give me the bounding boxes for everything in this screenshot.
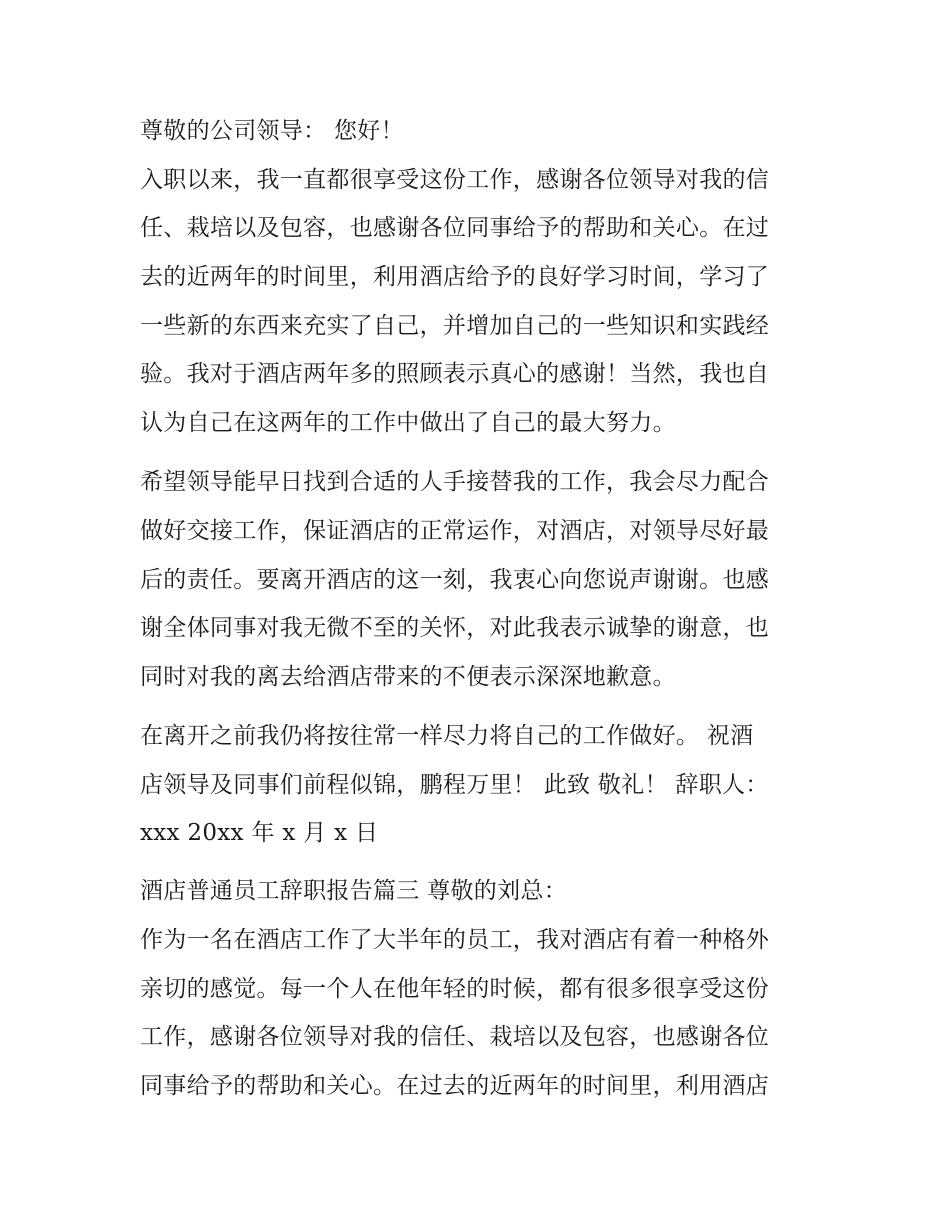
text-line: 工作，感谢各位领导对我的信任、栽培以及包容，也感谢各位 <box>140 1024 770 1050</box>
text-line: xxx 20xx 年 x 月 x 日 <box>140 820 379 846</box>
text-line: 在离开之前我仍将按往常一样尽力将自己的工作做好。 祝酒 <box>140 723 754 749</box>
text-line: 作为一名在酒店工作了大半年的员工，我对酒店有着一种格外 <box>140 927 770 953</box>
text-line: 后的责任。要离开酒店的这一刻，我衷心向您说声谢谢。也感 <box>140 567 770 593</box>
text-line: 做好交接工作，保证酒店的正常运作，对酒店，对领导尽好最 <box>140 518 770 544</box>
text-line: 酒店普通员工辞职报告篇三 尊敬的刘总： <box>140 878 568 904</box>
text-line: 谢全体同事对我无微不至的关怀，对此我表示诚挚的谢意，也 <box>140 615 770 641</box>
text-line: 去的近两年的时间里，利用酒店给予的良好学习时间，学习了 <box>140 264 770 290</box>
text-line: 任、栽培以及包容，也感谢各位同事给予的帮助和关心。在过 <box>140 215 770 241</box>
text-line: 尊敬的公司领导： 您好！ <box>140 118 404 144</box>
text-line: 同时对我的离去给酒店带来的不便表示深深地歉意。 <box>140 664 676 690</box>
text-line: 店领导及同事们前程似锦，鹏程万里！ 此致 敬礼！ 辞职人： <box>140 772 769 798</box>
text-line: 一些新的东西来充实了自己，并增加自己的一些知识和实践经 <box>140 313 770 339</box>
text-line: 入职以来，我一直都很享受这份工作，感谢各位领导对我的信 <box>140 167 770 193</box>
text-line: 亲切的感觉。每一个人在他年轻的时候，都有很多很享受这份 <box>140 976 770 1002</box>
text-line: 认为自己在这两年的工作中做出了自己的最大努力。 <box>140 410 676 436</box>
text-line: 希望领导能早日找到合适的人手接替我的工作，我会尽力配合 <box>140 469 770 495</box>
text-line: 同事给予的帮助和关心。在过去的近两年的时间里，利用酒店 <box>140 1073 770 1099</box>
text-line: 验。我对于酒店两年多的照顾表示真心的感谢！当然，我也自 <box>140 361 770 387</box>
